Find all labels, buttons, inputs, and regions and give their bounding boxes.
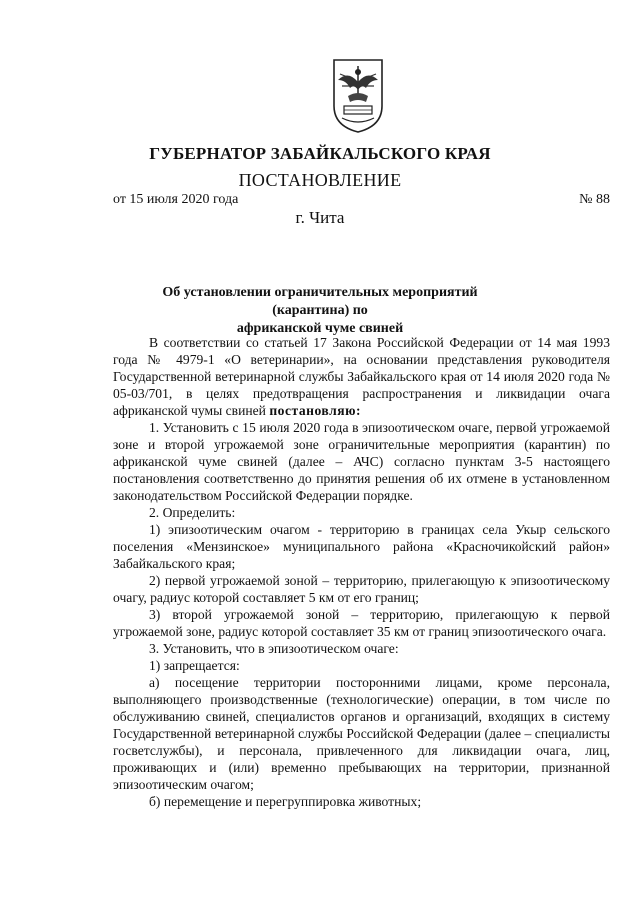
paragraph-2-item-2: 2) первой угрожаемой зоной – территорию, прилегающую к эпизоотическому очагу, радиус которой составляет 5 км от его границ;	[113, 573, 610, 605]
paragraph-3-item-1-a: а) посещение территории посторонними лицами, кроме персонала, выполняющего производственные (технологические) операции, в том числе по обслуживанию свиней, специалистов органов и организаций, входящих в систему Государственной ветеринарной службы Российской Федерации (далее – специалисты госветслужбы), и персонала, привлеченного для ликвидации очага, лиц, проживающих и (или) временно пребывающих на территории, признанной эпизоотическим очагом;	[113, 675, 610, 792]
paragraph-3-item-1-b: б) перемещение и перегруппировка животных;	[149, 794, 422, 809]
paragraph-2-item-3: 3) второй угрожаемой зоной – территорию, прилегающую к первой угрожаемой зоне, радиус которой составляет 35 км от границ эпизоотического очага.	[113, 607, 610, 639]
paragraph-2-item-1: 1) эпизоотическим очагом - территорию в границах села Укыр сельского поселения «Мензинское» муниципального района «Красночикойский район» Забайкальского края;	[113, 522, 610, 571]
intro-keyword: постановляю:	[269, 403, 361, 418]
document-body	[113, 334, 610, 810]
paragraph-3-item-1: 1) запрещается:	[149, 658, 240, 673]
document-number: № 88	[579, 192, 610, 207]
paragraph-2: 2. Определить:	[149, 505, 236, 520]
coat-of-arms-emblem	[330, 56, 386, 134]
document-date: от 15 июля 2020 года	[113, 192, 239, 207]
subject-line-2: африканской чуме свиней	[236, 321, 404, 336]
paragraph-3: 3. Установить, что в эпизоотическом очаге:	[149, 641, 399, 656]
intro-text: В соответствии со статьей 17 Закона Российской Федерации от 14 мая 1993 года № 4979-1 «О ветеринарии», на основании представления руководителя Государственной ветеринарной службы Забайкальского края от 14 июля 2020 года № 05-03/701, в целях предотвращения распространения и ликвидации очага африканской чумы свиней	[113, 335, 610, 418]
document-city: г. Чита	[295, 208, 345, 227]
document-subject	[128, 284, 512, 338]
subject-line-1: Об установлении ограничительных мероприятий (карантина) по	[162, 285, 478, 318]
intro-paragraph	[113, 334, 610, 419]
document-type: ПОСТАНОВЛЕНИЕ	[238, 170, 402, 190]
paragraph-1: 1. Установить с 15 июля 2020 года в эпизоотическом очаге, первой угрожаемой зоне и второй угрожаемой зоне ограничительные мероприятия (карантин) по африканской чуме свиней (далее – АЧС) согласно пунктам 3-5 настоящего постановления соответственно до принятия решения об их отмене в установленном законодательством Российской Федерации порядке.	[113, 420, 610, 503]
issuer-title: ГУБЕРНАТОР ЗАБАЙКАЛЬСКОГО КРАЯ	[149, 144, 491, 163]
